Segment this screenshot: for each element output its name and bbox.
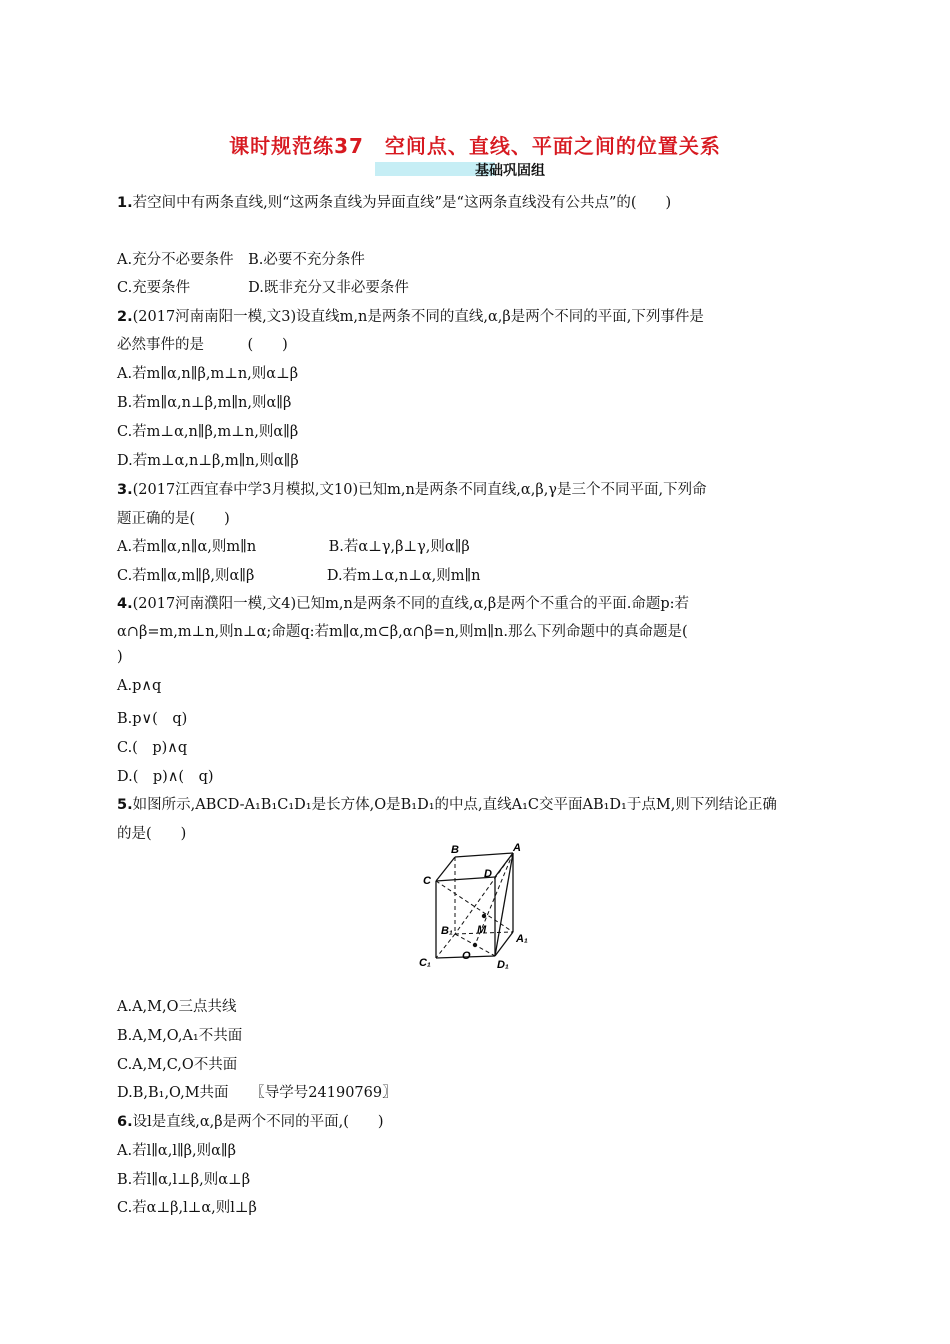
text-line <box>117 678 161 694</box>
line-text: B.A,M,O,A₁不共面 <box>117 1028 243 1044</box>
text-line <box>117 507 230 528</box>
section-heading <box>375 160 575 178</box>
label-A1: A₁ <box>516 933 528 945</box>
line-text: D.B,B₁,O,M共面 〖导学号24190769〗 <box>117 1085 397 1101</box>
text-line <box>117 362 298 383</box>
question-number: 4. <box>117 596 133 612</box>
line-text: 如图所示,ABCD-A₁B₁C₁D₁是长方体,O是B₁D₁的中点,直线A₁C交平面AB₁D₁于点M,则下列结论正确 <box>132 797 777 813</box>
text-line <box>117 564 481 585</box>
line-text: C.A,M,C,O不共面 <box>117 1057 238 1073</box>
text-line <box>117 592 689 613</box>
label-A: A <box>513 842 521 854</box>
cuboid-figure <box>415 838 540 973</box>
text-line <box>117 793 777 814</box>
line-text: 题正确的是( ) <box>117 511 230 527</box>
line-text: ) <box>117 649 123 665</box>
line-text: C.若α⊥β,l⊥α,则l⊥β <box>117 1200 257 1216</box>
label-C1: C₁ <box>419 957 431 969</box>
line-text: B.p∨( q) <box>117 711 188 727</box>
text-line <box>117 1081 397 1102</box>
line-text: α∩β=m,m⊥n,则n⊥α;命题q:若m∥α,m⊂β,α∩β=n,则m∥n.那么下列命题中的真命题是( <box>117 624 688 640</box>
label-O: O <box>462 950 471 962</box>
line-text: D.( p)∧( q) <box>117 769 214 785</box>
label-C: C <box>423 875 431 887</box>
line-text: 设l是直线,α,β是两个不同的平面,( ) <box>132 1114 384 1130</box>
question-number: 3. <box>117 482 133 498</box>
text-line <box>117 1196 257 1217</box>
line-text: (2017河南南阳一模,文3)设直线m,n是两条不同的直线,α,β是两个不同的平面,下列事件是 <box>132 309 704 325</box>
line-text: D.若m⊥α,n⊥β,m∥n,则α∥β <box>117 453 299 469</box>
line-text: C.( p)∧q <box>117 740 188 756</box>
line-text: C.若m∥α,m∥β,则α∥β D.若m⊥α,n⊥α,则m∥n <box>117 568 481 584</box>
line-text: (2017江西宜春中学3月模拟,文10)已知m,n是两条不同直线,α,β,γ是三个不同平面,下列命 <box>132 482 707 498</box>
text-line <box>117 535 470 556</box>
text-line <box>117 305 704 326</box>
line-text: A.A,M,O三点共线 <box>117 999 237 1015</box>
line-text: A.若m∥α,n∥α,则m∥n B.若α⊥γ,β⊥γ,则α∥β <box>117 539 470 555</box>
text-line <box>117 822 186 843</box>
question-number: 2. <box>117 309 133 325</box>
section-label: 基础巩固组 <box>475 163 545 179</box>
text-line <box>117 736 187 757</box>
page-title: 课时规范练37 空间点、直线、平面之间的位置关系 <box>229 134 721 158</box>
text-line <box>117 1139 236 1160</box>
question-number: 1. <box>117 195 133 211</box>
line-text: 的是( ) <box>117 826 187 842</box>
label-B: B <box>451 844 459 856</box>
text-line <box>117 1110 384 1131</box>
line-text: B.若m∥α,n⊥β,m∥n,则α∥β <box>117 395 292 411</box>
question-number: 6. <box>117 1114 133 1130</box>
text-line <box>117 765 214 786</box>
text-line <box>117 995 237 1016</box>
label-D: D <box>484 868 492 880</box>
line-text: 若空间中有两条直线,则“这两条直线为异面直线”是“这两条直线没有公共点”的( ) <box>132 195 672 211</box>
text-line <box>117 191 671 212</box>
label-B1: B₁ <box>441 925 453 937</box>
text-line <box>117 1024 242 1045</box>
text-line <box>117 620 688 641</box>
text-line <box>117 276 409 297</box>
line-text: (2017河南濮阳一模,文4)已知m,n是两条不同的直线,α,β是两个不重合的平面.命题p:若 <box>132 596 690 612</box>
line-text: C.充要条件 D.既非充分又非必要条件 <box>117 280 409 296</box>
text-line <box>117 333 288 354</box>
text-line <box>117 649 123 665</box>
line-text: A.若m∥α,n∥β,m⊥n,则α⊥β <box>117 366 299 382</box>
text-line <box>117 1053 237 1074</box>
text-line <box>117 420 298 441</box>
line-text: 必然事件的是 ( ) <box>117 337 288 353</box>
text-line <box>117 707 187 728</box>
line-text: A.若l∥α,l∥β,则α∥β <box>117 1143 237 1159</box>
text-line <box>117 1168 250 1189</box>
line-text: B.若l∥α,l⊥β,则α⊥β <box>117 1172 251 1188</box>
line-text: C.若m⊥α,n∥β,m⊥n,则α∥β <box>117 424 299 440</box>
text-line <box>117 391 291 412</box>
line-text: A.充分不必要条件 B.必要不充分条件 <box>117 252 365 268</box>
question-number: 5. <box>117 797 133 813</box>
label-D1: D₁ <box>497 959 509 971</box>
line-text: A.p∧q <box>117 678 162 694</box>
text-line <box>117 478 707 499</box>
label-M: M <box>477 924 487 936</box>
text-line <box>117 248 365 269</box>
text-line <box>117 449 299 470</box>
